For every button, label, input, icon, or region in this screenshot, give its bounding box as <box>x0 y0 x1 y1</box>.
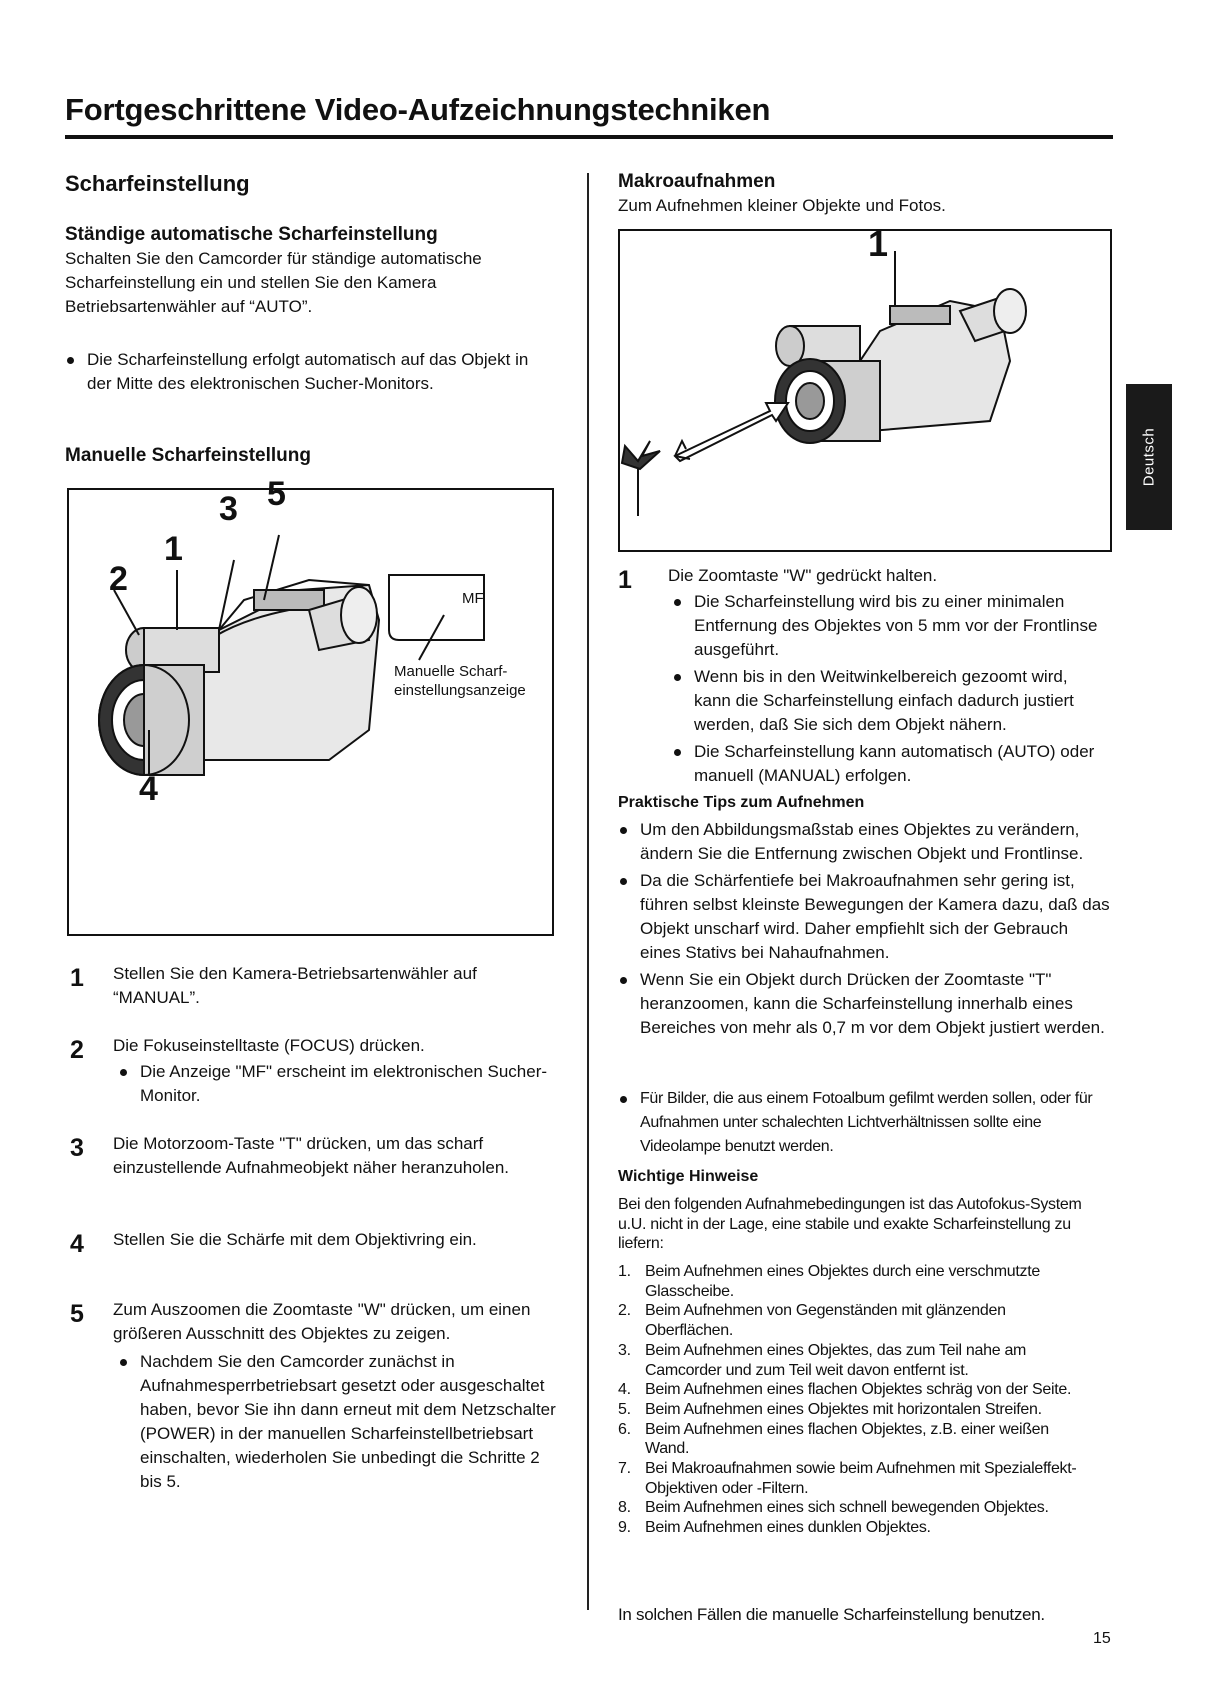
camcorder-illustration <box>69 490 552 934</box>
page-number: 15 <box>1093 1630 1111 1647</box>
manual-focus-figure <box>67 475 554 936</box>
step-bullet: Die Anzeige "MF" erscheint im elektronischen Sucher-Monitor. <box>118 1060 560 1108</box>
auto-focus-heading: Ständige automatische Scharfeinstellung <box>65 224 438 245</box>
step-text: Zum Auszoomen die Zoomtaste "W" drücken, um einen größeren Ausschnitt des Objektes zu zeigen. <box>113 1300 531 1343</box>
mf-indicator: MF <box>462 590 484 607</box>
note-item: 4. Beim Aufnehmen eines flachen Objektes schräg von der Seite. <box>618 1381 1072 1399</box>
step-number: 1 <box>618 566 632 594</box>
tip-item: Wenn Sie ein Objekt durch Drücken der Zoomtaste "T" heranzoomen, kann die Scharfeinstellung innerhalb eines Bereiches von mehr als 0,7 m vor dem Objekt justiert werden. <box>618 968 1113 1040</box>
step-text: Die Fokuseinstelltaste (FOCUS) drücken. <box>113 1036 425 1055</box>
tip-item: Da die Schärfentiefe bei Makroaufnahmen sehr gering ist, führen selbst kleinste Bewegungen der Kamera dazu, daß das Objekt unscharf wird. Daher empfiehlt sich der Gebrauch eines Stativs bei Nahaufnahmen. <box>618 869 1113 965</box>
macro-figure <box>618 223 1112 552</box>
note-item: 8. Beim Aufnehmen eines sich schnell bewegenden Objektes. <box>618 1499 1049 1517</box>
step-text: Die Motorzoom-Taste "T" drücken, um das scharf einzustellende Aufnahmeobjekt näher heranzuholen. <box>113 1134 510 1177</box>
note-item: 7. Bei Makroaufnahmen sowie beim Aufnehmen mit Spezialeffekt-Objektiven oder -Filtern. <box>618 1460 1077 1497</box>
callout-5: 5 <box>267 475 286 513</box>
note-item: 5. Beim Aufnehmen eines Objektes mit horizontalen Streifen. <box>618 1400 1042 1418</box>
step-bullet: Nachdem Sie den Camcorder zunächst in Aufnahmesperrbetriebsart gesetzt oder ausgeschaltet haben, bevor Sie ihn dann erneut mit dem Netzschalter (POWER) in der manuellen Scharfeinstellbetriebsart einschalten, wiederholen Sie unbedingt die Schritte 2 bis 5. <box>118 1350 560 1494</box>
step-bullets <box>672 590 1102 788</box>
language-tab <box>1126 384 1172 530</box>
notes-closing: In solchen Fällen die manuelle Scharfeinstellung benutzen. <box>618 1605 1045 1624</box>
callout-2: 2 <box>109 560 128 598</box>
macro-heading: Makroaufnahmen <box>618 171 776 192</box>
step-number: 2 <box>70 1036 84 1064</box>
note-item: 9. Beim Aufnehmen eines dunklen Objektes. <box>618 1519 931 1537</box>
callout-3: 3 <box>219 490 238 528</box>
step-number: 4 <box>70 1230 84 1258</box>
step-text: Stellen Sie die Schärfe mit dem Objektivring ein. <box>113 1230 477 1249</box>
column-divider <box>587 173 589 1610</box>
notes-list <box>618 1262 1088 1538</box>
tips-list-last <box>618 1087 1118 1159</box>
tip-item: Für Bilder, die aus einem Fotoalbum gefilmt werden sollen, oder für Aufnahmen unter schalechten Lichtverhältnissen sollte eine Videolampe benutzt werden. <box>618 1087 1118 1159</box>
macro-callout-1: 1 <box>868 223 889 264</box>
step-bullet: Die Scharfeinstellung wird bis zu einer minimalen Entfernung des Objektes von 5 mm vor der Frontlinse ausgeführt. <box>672 590 1102 662</box>
language-tab-label: Deutsch <box>1140 427 1158 487</box>
tip-item: Um den Abbildungsmaßstab eines Objektes zu verändern, ändern Sie die Entfernung zwischen Objekt und Frontlinse. <box>618 818 1113 866</box>
note-item: 1. Beim Aufnehmen eines Objektes durch eine verschmutzte Glasscheibe. <box>618 1263 1040 1300</box>
step-bullet: Die Scharfeinstellung kann automatisch (AUTO) oder manuell (MANUAL) erfolgen. <box>672 740 1102 788</box>
step-bullet: Wenn bis in den Weitwinkelbereich gezoomt wird, kann die Scharfeinstellung einfach dadurch justiert werden, daß Sie sich dem Objekt nähern. <box>672 665 1102 737</box>
tips-list <box>618 818 1113 1043</box>
title-rule <box>65 135 1113 139</box>
auto-focus-text: Schalten Sie den Camcorder für ständige automatische Scharfeinstellung ein und stellen Sie den Kamera Betriebsartenwähler auf “AUTO”. <box>65 249 482 316</box>
step-text: Die Zoomtaste "W" gedrückt halten. <box>668 566 938 585</box>
step-number: 3 <box>70 1134 84 1162</box>
page-title: Fortgeschrittene Video-Aufzeichnungstechniken <box>65 92 771 127</box>
auto-focus-bullet: Die Scharfeinstellung erfolgt automatisch auf das Objekt in der Mitte des elektronischen Sucher-Monitors. <box>65 348 542 396</box>
note-item: 3. Beim Aufnehmen eines Objektes, das zum Teil nahe am Camcorder und zum Teil weit davon entfernt ist. <box>618 1341 1027 1379</box>
mf-caption: Manuelle Scharf- einstellungsanzeige <box>394 663 526 699</box>
step-text: Stellen Sie den Kamera-Betriebsartenwähler auf “MANUAL”. <box>113 964 477 1007</box>
note-item: 6. Beim Aufnehmen eines flachen Objektes, z.B. einer weißen Wand. <box>618 1420 1049 1458</box>
notes-heading: Wichtige Hinweise <box>618 1168 759 1185</box>
step-number: 5 <box>70 1300 84 1328</box>
note-item: 2. Beim Aufnehmen von Gegenständen mit glänzenden Oberflächen. <box>618 1302 1006 1340</box>
callout-1: 1 <box>164 530 183 568</box>
section-title: Scharfeinstellung <box>65 171 250 196</box>
manual-focus-heading: Manuelle Scharfeinstellung <box>65 445 311 466</box>
notes-intro: Bei den folgenden Aufnahmebedingungen ist das Autofokus-System u.U. nicht in der Lage, eine stabile und exakte Scharfeinstellung zu liefern: <box>618 1196 1082 1253</box>
callout-4: 4 <box>139 770 158 808</box>
macro-subtitle: Zum Aufnehmen kleiner Objekte und Fotos. <box>618 196 946 215</box>
tips-heading: Praktische Tips zum Aufnehmen <box>618 794 865 811</box>
macro-camcorder-illustration <box>620 231 1110 550</box>
step-number: 1 <box>70 964 84 992</box>
